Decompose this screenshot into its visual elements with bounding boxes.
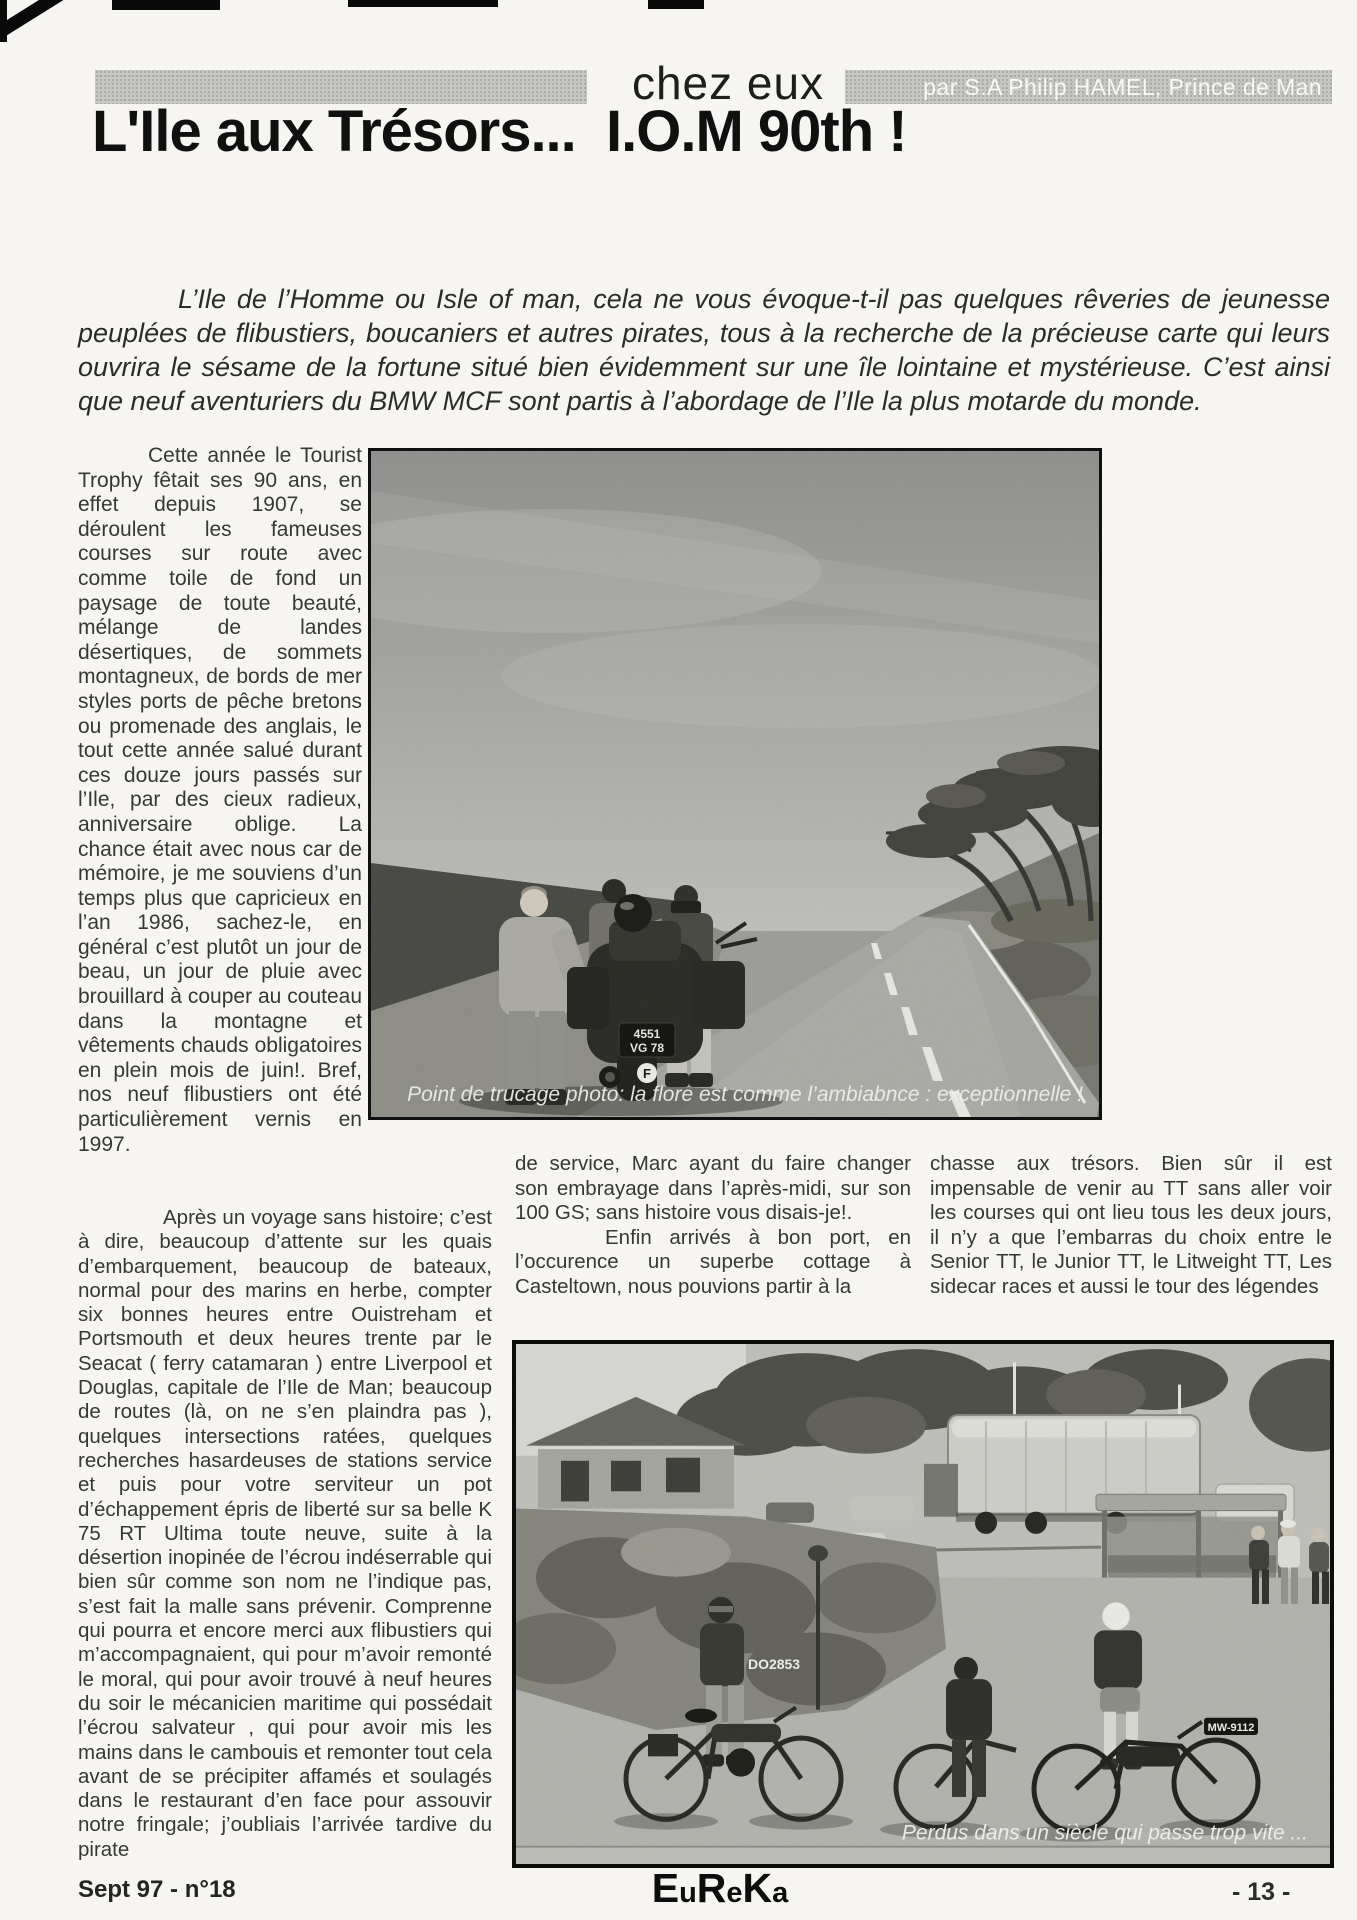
logo-letter: R bbox=[696, 1865, 727, 1911]
plate-front-text: DO2853 bbox=[748, 1655, 801, 1673]
middle-paragraph-2: Enfin arrivés à bon port, en l’occurence un superbe cottage à Casteltown, nous pouvions partir à la bbox=[515, 1225, 911, 1298]
scan-edge-mark bbox=[0, 0, 7, 42]
vintage-motorcycles-photo bbox=[512, 1340, 1334, 1868]
svg-text:VG 78: VG 78 bbox=[629, 1041, 665, 1055]
left-column-paragraph-2: Après un voyage sans histoire; c’est à dire, beaucoup d’attente sur les quais d’embarquement, beaucoup de bateaux, normal pour des marins en herbe, compter six bonnes heures entre Ouistreham et Portsmouth et deux heures trente par le Seacat ( ferry catamaran ) entre Liverpool et Douglas, capitale de l’Ile de Man; beaucoup de routes (là, on ne s’en plaindra pas ), quelques intersections ratées, quelques recherches hasardeuses de stations service et puis pour votre serviteur un pot d’échappement épris de liberté sur sa belle K 75 RT Ultima toute neuve, suite à la désertion inopinée de l’écrou indéserrable qui bien sûr comme son nom ne l’indique pas, s’est fait la malle sans prévenir. Comprenne qui pourra et encore merci aux flibustiers qui m’accompagnaient, qui pour m’avoir remonté le moral, qui pour avoir trouvé à neuf heures du soir le mécanicien maritime qui possédait l’écrou salvateur , qui pour avoir mis les mains dans le cambouis et remonter tout cela avant de se précipiter affamés et soulagés dans le restaurant d’en face pour assouvir notre fringale; j’oubliais l’arrivée tardive du pirate bbox=[78, 1206, 492, 1861]
svg-text:F: F bbox=[643, 1066, 651, 1081]
photo2-caption: Perdus dans un siècle qui passe trop vite ... bbox=[901, 1821, 1308, 1845]
iom-road-photo-art bbox=[371, 451, 1099, 1117]
logo-letter: K bbox=[742, 1865, 773, 1911]
middle-column bbox=[515, 1152, 911, 1300]
footer-issue: Sept 97 - n°18 bbox=[78, 1876, 236, 1903]
logo-letter: u bbox=[679, 1877, 697, 1909]
photo-grain bbox=[516, 1344, 1330, 1864]
photo1-caption: Point de trucage photo: la flore est comme l’ambiabnce : exceptionnelle ! bbox=[407, 1083, 1083, 1106]
scan-top-dash bbox=[348, 0, 498, 7]
plate-rear-text: MW-9112 bbox=[1207, 1721, 1255, 1734]
logo-letter: E bbox=[651, 1865, 680, 1911]
byline: par S.A Philip HAMEL, Prince de Man bbox=[923, 73, 1322, 100]
right-column-paragraph: chasse aux trésors. Bien sûr il est impensable de venir au TT sans aller voir les courses qui ont lieu tous les deux jours, il n’y a que l’embarras du choix entre le Senior TT, le Junior TT, le Litweight TT, Les sidecar races et aussi le tour des légendes bbox=[930, 1152, 1332, 1298]
left-column-paragraph-1: Cette année le Tourist Trophy fêtait ses 90 ans, en effet depuis 1907, se déroulent les fameuses courses sur route avec comme toile de fond un paysage de toute beauté, mélange de landes désertiques, de sommets montagneux, de bords de mer styles ports de pêche bretons ou promenade des anglais, le tout cette année salué durant ces douze jours passés sur l’Ile, par des cieux radieux, anniversaire oblige. La chance était avec nous car de mémoire, je me souviens d’un temps plus que capricieux en l’an 1986, sachez-le, en général c’est plutôt un jour de beau, un jour de pluie avec brouillard à couper au couteau dans la montagne et vêtements chauds obligatoires en plein mois de juin!. Bref, nos neuf flibustiers ont été particulièrement vernis en 1997. bbox=[78, 444, 362, 1156]
svg-text:4551: 4551 bbox=[633, 1027, 661, 1041]
vintage-motorcycles-art bbox=[516, 1344, 1330, 1864]
scan-corner-mark bbox=[0, 0, 70, 44]
iom-road-photo bbox=[368, 448, 1102, 1120]
logo-letter: a bbox=[772, 1877, 789, 1909]
header-byline-bar bbox=[845, 70, 1332, 104]
scan-top-dash bbox=[648, 0, 704, 9]
section-label: chez eux bbox=[631, 57, 825, 109]
scan-top-dash bbox=[112, 0, 220, 10]
middle-paragraph-1: de service, Marc ayant du faire changer son embrayage dans l’après-midi, sur son 100 GS; sans histoire vous disais-je!. bbox=[515, 1152, 911, 1225]
article-title: L'Ile aux Trésors... I.O.M 90th ! bbox=[92, 99, 907, 164]
logo-letter: e bbox=[726, 1877, 743, 1909]
footer-page-number: - 13 - bbox=[1232, 1878, 1291, 1906]
eureka-logo bbox=[640, 1866, 800, 1915]
intro-paragraph: L’Ile de l’Homme ou Isle of man, cela ne vous évoque-t-il pas quelques rêveries de jeunesse peuplées de flibustiers, boucaniers et autres pirates, tous à la recherche de la précieuse carte qui leurs ouvrira le sésame de la fortune situé bien évidemment sur une île lointaine et mystérieuse. C’est ainsi que neuf aventuriers du BMW MCF sont partis à l’abordage de l’Ile la plus motarde du monde. bbox=[78, 284, 1330, 416]
photo-grain bbox=[371, 451, 1099, 1117]
